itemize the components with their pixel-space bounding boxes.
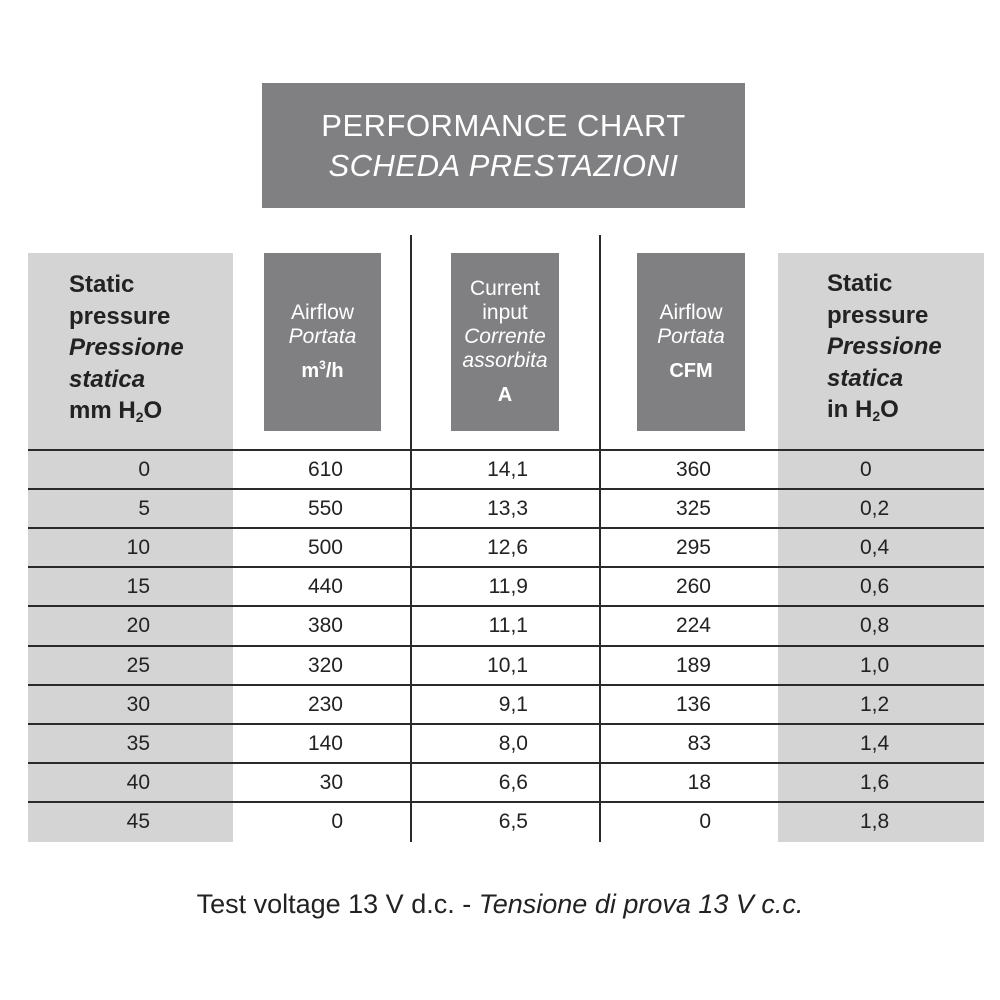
current-cell: 6,6 [498, 770, 528, 794]
header-line: Static [69, 271, 135, 298]
cfm-cell: 224 [675, 614, 711, 638]
current-cell: 11,9 [488, 575, 528, 599]
column-divider [599, 235, 601, 842]
row-divider [28, 801, 984, 803]
header-line: Airflow [290, 301, 354, 324]
current-cell: 11,1 [488, 614, 528, 638]
cfm-cell: 360 [675, 458, 711, 481]
cfm-cell: 260 [675, 575, 711, 599]
header-line: statica [69, 365, 146, 393]
airflow-m3h-cell: 140 [307, 731, 343, 755]
performance-chart-title [262, 83, 745, 208]
mm-h2o-cell: 25 [126, 653, 150, 677]
in-h2o-cell: 1,4 [860, 731, 890, 755]
row-divider [28, 723, 984, 725]
mm-h2o-cell: 20 [126, 614, 150, 638]
current-cell: 6,5 [498, 809, 528, 833]
unit-text: m [301, 360, 320, 382]
in-h2o-cell: 0,6 [860, 575, 890, 599]
unit-text: O [880, 396, 899, 423]
unit-text: /h [325, 360, 344, 382]
cfm-cell: 295 [675, 536, 711, 560]
row-divider [28, 605, 984, 607]
header-line: assorbita [462, 349, 548, 372]
header-line: Airflow [659, 301, 723, 324]
header-line: Current [469, 277, 541, 300]
cfm-cell: 83 [687, 731, 711, 755]
row-divider [28, 566, 984, 568]
header-line: Pressione [69, 334, 184, 361]
current-cell: 9,1 [498, 692, 528, 716]
header-unit [69, 395, 184, 427]
test-voltage-note [0, 889, 1000, 920]
airflow-m3h-header [264, 253, 381, 431]
in-h2o-cell: 1,6 [860, 770, 890, 794]
airflow-cfm-header [637, 253, 745, 431]
mm-h2o-cell: 30 [126, 692, 150, 716]
airflow-m3h-cell: 610 [307, 458, 343, 481]
current-cell: 14,1 [487, 458, 528, 481]
airflow-m3h-cell: 320 [307, 653, 343, 677]
current-cell: 12,6 [487, 536, 528, 560]
header-unit: CFM [669, 360, 713, 382]
static-pressure-in-header [827, 268, 942, 426]
airflow-m3h-cell: 0 [331, 809, 343, 833]
cfm-cell: 136 [675, 692, 711, 716]
airflow-m3h-cell: 230 [307, 692, 343, 716]
row-divider [28, 762, 984, 764]
in-h2o-cell: 1,2 [860, 692, 890, 716]
header-line: input [482, 301, 528, 324]
mm-h2o-cell: 5 [138, 497, 150, 521]
mm-h2o-cell: 35 [126, 731, 150, 755]
unit-subscript: 2 [135, 409, 144, 425]
current-input-header [451, 253, 559, 431]
footer-separator: - [454, 889, 479, 919]
airflow-m3h-cell: 30 [319, 770, 343, 794]
cfm-cell: 0 [699, 809, 711, 833]
cfm-cell: 18 [687, 770, 711, 794]
unit-subscript: 2 [872, 408, 881, 424]
header-line: Pressione [827, 333, 942, 360]
header-line: Portata [657, 325, 725, 348]
current-cell: 10,1 [487, 653, 528, 677]
in-h2o-cell: 0 [860, 458, 872, 481]
row-divider [28, 488, 984, 490]
row-divider [28, 449, 984, 451]
footer-italian: Tensione di prova 13 V c.c. [478, 889, 804, 919]
unit-text: in H [827, 396, 873, 423]
in-h2o-cell: 0,2 [860, 497, 890, 521]
static-pressure-mm-header [69, 269, 184, 427]
title-italian: SCHEDA PRESTAZIONI [328, 147, 679, 183]
header-unit: A [497, 384, 513, 406]
header-line: pressure [69, 302, 171, 330]
airflow-m3h-cell: 550 [307, 497, 343, 521]
airflow-m3h-cell: 440 [307, 575, 343, 599]
header-line: Corrente [464, 325, 546, 348]
column-divider [410, 235, 412, 842]
in-h2o-cell: 1,8 [860, 809, 890, 833]
footer-english: Test voltage 13 V d.c. [196, 889, 455, 919]
unit-superscript: 3 [319, 358, 326, 372]
mm-h2o-cell: 45 [126, 809, 150, 833]
header-unit [827, 394, 942, 426]
title-english: PERFORMANCE CHART [321, 107, 686, 143]
row-divider [28, 645, 984, 647]
current-cell: 13,3 [487, 497, 528, 521]
current-cell: 8,0 [498, 731, 528, 755]
header-unit [264, 359, 381, 383]
airflow-m3h-cell: 500 [307, 536, 343, 560]
in-h2o-cell: 1,0 [860, 653, 890, 677]
in-h2o-cell: 0,8 [860, 614, 890, 638]
row-divider [28, 684, 984, 686]
header-line: statica [827, 364, 904, 392]
header-line: Static [827, 270, 893, 297]
cfm-cell: 325 [675, 497, 711, 521]
unit-text: mm H [69, 397, 136, 424]
row-divider [28, 527, 984, 529]
in-h2o-cell: 0,4 [860, 536, 890, 560]
mm-h2o-cell: 10 [126, 536, 150, 560]
mm-h2o-cell: 40 [126, 770, 150, 794]
airflow-m3h-cell: 380 [307, 614, 343, 638]
mm-h2o-cell: 0 [138, 458, 150, 481]
mm-h2o-cell: 15 [126, 575, 150, 599]
unit-text: O [143, 397, 163, 424]
header-line: pressure [827, 301, 929, 329]
cfm-cell: 189 [675, 653, 711, 677]
header-line: Portata [288, 325, 357, 348]
